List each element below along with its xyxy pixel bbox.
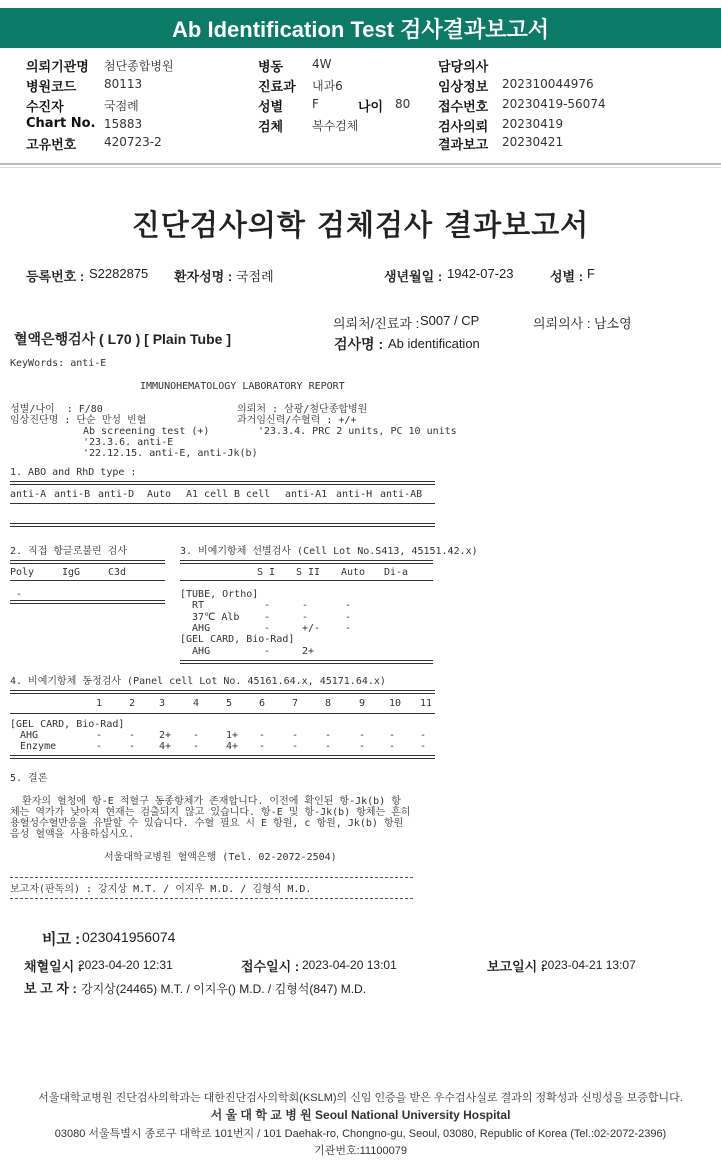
section2-title: 2. 직접 항글로불린 검사 [10,546,128,557]
value-receipt-no: 20230419-56074 [502,97,606,111]
screen-result-value: - [345,600,352,612]
dat-column-header: Poly [10,567,35,578]
label-unique-no: 고유번호 [26,138,77,153]
referrer-line: 의뢰처 : 삼광/첨단종합병원 [237,404,368,415]
rule [10,877,413,878]
rule [10,481,435,485]
section1-title: 1. ABO and RhD type : [10,467,137,478]
label-receipt-time: 접수일시 : [241,959,300,974]
label-ordering-doctor: 의뢰의사 : [533,316,591,331]
panel-cell-number: 4 [193,698,200,709]
header-title: Ab Identification Test 검사결과보고서 [172,16,549,42]
value-report-time: 2023-04-21 13:07 [541,958,636,972]
keywords: KeyWords: anti-E [10,358,107,369]
panel-cell-number: 6 [259,698,266,709]
screen-result-value: +/- [302,622,321,634]
institution-number: 기관번호:11100079 [314,1145,407,1157]
abo-column-header: anti-H [336,489,373,500]
value-unique-no: 420723-2 [104,135,162,149]
rule [10,560,165,564]
rule [10,503,435,504]
abo-column-header: anti-B [54,489,91,500]
panel-cell-number: 10 [389,698,402,709]
divider [0,167,721,168]
label-reporter: 보 고 자 : [24,981,77,996]
history-line: 과거임신력/수혈력 : +/+ [237,415,357,426]
label-hospital-code: 병원코드 [26,80,77,95]
hospital-name: 서 울 대 학 교 병 원 Seoul National University Hospital [210,1108,511,1122]
screen-row-label: AHG [180,622,211,634]
reporter-signature-line: 보고자(판독의) : 강지상 M.T. / 이지우 M.D. / 김형석 M.D. [10,884,312,895]
panel-cell-number: 9 [359,698,366,709]
screen-result-value: - [264,622,271,634]
conclusion-line-2: 체는 역가가 낮아져 현재는 검출되지 않고 있습니다. 항-E 및 항-Jk(b) 항체는 흔히 [10,807,411,818]
conclusion-line-1: 환자의 혈청에 항-E 적혈구 동종항체가 존재합니다. 이전에 확인된 항-Jk(b) 항 [10,796,401,807]
label-request-date: 검사의뢰 [438,120,489,135]
screen-result-value: - [345,622,352,634]
rule [180,660,433,664]
rule [10,523,435,527]
value-ward: 4W [312,57,332,71]
screen-result-value: 2+ [302,645,315,657]
value-sex: F [312,97,319,111]
value-request-date: 20230419 [502,117,564,131]
value-specimen: 복수검체 [312,119,359,133]
abo-column-header: A1 cell [186,489,229,500]
label-institution: 의뢰기관명 [26,60,89,75]
rule [10,898,413,899]
clinical-diagnosis: 임상진단명 : 단순 만성 빈혈 [10,415,147,426]
panel-result-value: - [359,741,366,752]
section5-title: 5. 결론 [10,773,48,784]
screen-line-3: '22.12.15. anti-E, anti-Jk(b) [83,448,258,459]
panel-result-value: - [325,741,332,752]
value-result-date: 20230421 [502,135,564,149]
panel-result-value: 4+ [159,741,172,752]
panel-cell-number: 5 [226,698,233,709]
screen-column-header: S I [257,567,276,578]
value-patient-name: 국점례 [236,269,274,284]
panel-result-value: 1+ [226,730,239,741]
conclusion-line-3: 용혈성수혈반응을 유발할 수 있습니다. 수혈 필요 시 E 항원, c 항원, Jk(b) 항원 [10,818,404,829]
screen-result-value: - [264,600,271,612]
panel-result-value: - [359,730,366,741]
panel-result-value: - [259,741,266,752]
panel-group-label: [GEL CARD, Bio-Rad] [10,719,125,730]
value-chart-no: 15883 [104,117,143,131]
section4-title: 4. 비예기항체 동정검사 (Panel cell Lot No. 45161.64.x, 45171.64.x) [10,676,386,687]
value-registration: S2282875 [89,266,149,281]
panel-cell-number: 3 [159,698,166,709]
value-receipt-time: 2023-04-20 13:01 [302,958,397,972]
divider [0,163,721,165]
value-sex-report: F [587,266,595,281]
panel-result-value: - [292,741,299,752]
label-chart-no: Chart No. [26,116,96,131]
label-attending: 담당의사 [438,60,489,75]
abo-column-header: B cell [234,489,271,500]
label-registration: 등록번호 : [26,269,85,284]
label-department: 진료과 [258,80,296,95]
report-header [0,8,721,48]
screen-row-label: RT [180,600,205,612]
panel-result-value: - [259,730,266,741]
value-collection-time: 2023-04-20 12:31 [78,958,173,972]
panel-result-value: - [292,730,299,741]
abo-column-header: Auto [147,489,172,500]
request-info [0,52,721,164]
value-ordering-dept: S007 / CP [420,313,480,328]
panel-cell-number: 7 [292,698,299,709]
value-hospital-code: 80113 [104,77,143,91]
rule [10,713,435,714]
panel-result-value: - [193,741,200,752]
rule [10,690,435,694]
panel-row-label: Enzyme [20,741,57,752]
label-exam: 검사명 : [334,336,384,352]
label-receipt-no: 접수번호 [438,100,489,115]
panel-result-value: - [420,741,427,752]
test-name: 혈액은행검사 ( L70 ) [ Plain Tube ] [14,331,232,347]
panel-result-value: 2+ [159,730,172,741]
panel-cell-number: 1 [96,698,103,709]
dat-column-header: C3d [108,567,127,578]
screen-column-header: Auto [341,567,366,578]
value-age: 80 [395,97,411,111]
abo-column-header: anti-A1 [285,489,328,500]
screen-column-header: S II [296,567,321,578]
abo-column-header: anti-AB [380,489,423,500]
panel-cell-number: 11 [420,698,433,709]
label-specimen: 검체 [258,120,284,135]
screen-column-header: Di-a [384,567,409,578]
value-remark: 023041956074 [82,929,176,945]
value-institution: 첨단종합병원 [104,59,174,73]
screen-line-1: Ab screening test (+) [83,426,210,437]
panel-result-value: - [129,730,136,741]
panel-result-value: - [325,730,332,741]
label-dob: 생년월일 : [384,269,443,284]
screen-result-value: - [345,611,352,623]
dat-column-header: IgG [62,567,81,578]
blood-bank-contact: 서울대학교병원 혈액은행 (Tel. 02-2072-2504) [104,852,337,863]
screen-row-label: 37℃ Alb [180,611,240,623]
label-age: 나이 [358,100,384,115]
abo-column-header: anti-D [98,489,135,500]
value-reporter: 강지상(24465) M.T. / 이지우() M.D. / 김형석(847) M.D. [81,982,367,996]
sex-age-line: 성별/나이 : F/80 [10,404,103,415]
label-patient: 수진자 [26,100,64,115]
value-ordering-doctor: 남소영 [594,316,632,331]
hospital-address: 03080 서울특별시 종로구 대학로 101번지 / 101 Daehak-ro, Chongno-gu, Seoul, 03080, Republic of Korea (Tel.:02-2072-2396) [54,1128,667,1140]
label-sex: 성별 [258,100,284,115]
lab-report-heading: IMMUNOHEMATOLOGY LABORATORY REPORT [140,381,345,392]
label-ward: 병동 [258,60,284,75]
panel-result-value: - [193,730,200,741]
panel-result-value: - [420,730,427,741]
rule [180,580,433,581]
abo-column-header: anti-A [10,489,47,500]
panel-result-value: - [389,741,396,752]
section3-title: 3. 비예기항체 선별검사 (Cell Lot No.S413, 45151.42.x) [180,546,478,557]
panel-result-value: - [389,730,396,741]
value-dob: 1942-07-23 [447,266,514,281]
value-department: 내과6 [312,79,343,93]
screen-result-value: - [264,645,271,657]
dat-value: - [16,589,23,600]
label-collection-time: 채혈일시 : [24,959,83,974]
panel-row-label: AHG [20,730,39,741]
panel-result-value: - [96,741,103,752]
report-title: 진단검사의학 검체검사 결과보고서 [131,208,590,242]
label-sex-report: 성별 : [550,269,584,284]
value-exam: Ab identification [388,336,480,351]
panel-result-value: - [96,730,103,741]
label-result-date: 결과보고 [438,138,489,153]
rule [10,755,435,759]
screen-result-value: - [302,611,309,623]
screen-line-2: '23.3.6. anti-E [83,437,174,448]
screen-result-value: - [302,600,309,612]
value-patient: 국점례 [104,99,139,113]
rule [10,600,165,604]
conclusion-line-4: 음성 혈액을 사용하십시오. [10,829,135,840]
screen-row-label: [TUBE, Ortho] [180,589,259,600]
panel-result-value: - [129,741,136,752]
label-remark: 비고 : [42,931,81,948]
rule [180,560,433,564]
certification-statement: 서울대학교병원 진단검사의학과는 대한진단검사의학회(KSLM)의 신임 인증을 받은 우수검사실로 결과의 정확성과 신빙성을 보증합니다. [38,1092,683,1104]
panel-cell-number: 8 [325,698,332,709]
label-patient-name: 환자성명 : [174,269,233,284]
screen-row-label: AHG [180,645,211,657]
panel-result-value: 4+ [226,741,239,752]
label-report-time: 보고일시 : [487,959,546,974]
transfusion-line: '23.3.4. PRC 2 units, PC 10 units [258,426,457,437]
panel-cell-number: 2 [129,698,136,709]
label-clinical-info: 임상정보 [438,80,489,95]
label-ordering-dept: 의뢰처/진료과 : [333,316,420,331]
screen-row-label: [GEL CARD, Bio-Rad] [180,634,295,646]
value-clinical-info: 202310044976 [502,77,594,91]
screen-result-value: - [264,611,271,623]
rule [10,580,165,581]
